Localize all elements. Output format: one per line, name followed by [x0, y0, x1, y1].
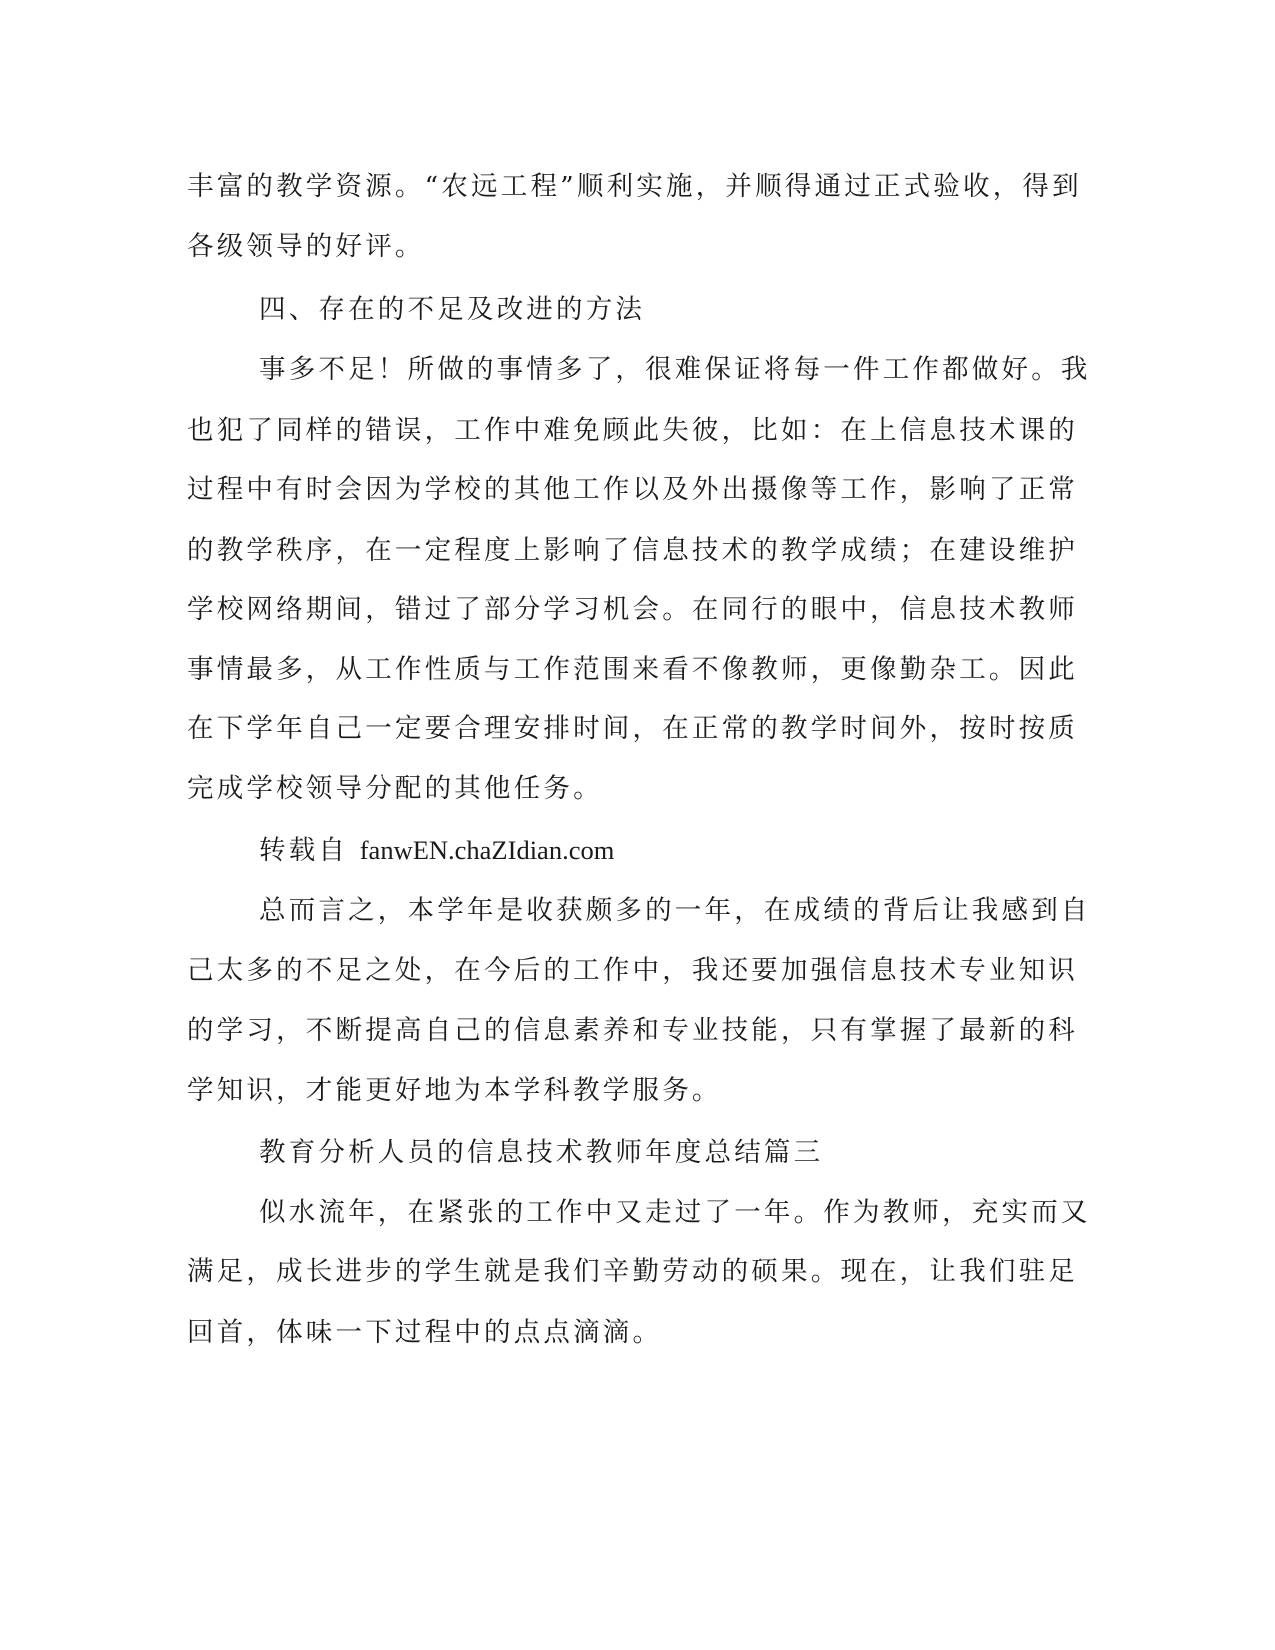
paragraph-line: 总而言之，本学年是收获颇多的一年，在成绩的背后让我感到自 — [259, 895, 1091, 926]
paragraph-line: 的学习，不断提高自己的信息素养和专业技能，只有掌握了最新的科 — [187, 1015, 1078, 1046]
paragraph-line: 完成学校领导分配的其他任务。 — [187, 773, 603, 804]
paragraph-line: 丰富的教学资源。“农远工程”顺利实施，并顺得通过正式验收，得到 — [187, 171, 1082, 202]
paragraph-line: 在下学年自己一定要合理安排时间，在正常的教学时间外，按时按质 — [187, 713, 1078, 744]
paragraph-line: 学校网络期间，错过了部分学习机会。在同行的眼中，信息技术教师 — [187, 594, 1078, 625]
section-heading: 四、存在的不足及改进的方法 — [259, 294, 646, 325]
source-line — [259, 830, 614, 870]
source-prefix: 转载自 — [259, 835, 360, 866]
source-url: fanwEN.chaZIdian.com — [359, 835, 615, 865]
paragraph-line: 事情最多，从工作性质与工作范围来看不像教师，更像勤杂工。因此 — [187, 654, 1078, 685]
paragraph-line: 满足，成长进步的学生就是我们辛勤劳动的硕果。现在，让我们驻足 — [187, 1256, 1078, 1287]
paragraph-line: 似水流年，在紧张的工作中又走过了一年。作为教师，充实而又 — [259, 1197, 1091, 1228]
section-title: 教育分析人员的信息技术教师年度总结篇三 — [259, 1137, 824, 1168]
paragraph-line: 也犯了同样的错误，工作中难免顾此失彼，比如：在上信息技术课的 — [187, 415, 1078, 446]
paragraph-line: 各级领导的好评。 — [187, 231, 425, 262]
paragraph-line: 过程中有时会因为学校的其他工作以及外出摄像等工作，影响了正常 — [187, 474, 1078, 505]
paragraph-line: 学知识，才能更好地为本学科教学服务。 — [187, 1075, 722, 1106]
paragraph-line: 回首，体味一下过程中的点点滴滴。 — [187, 1317, 663, 1348]
paragraph-line: 的教学秩序，在一定程度上影响了信息技术的教学成绩；在建设维护 — [187, 535, 1078, 566]
paragraph-line: 事多不足！所做的事情多了，很难保证将每一件工作都做好。我 — [259, 354, 1091, 385]
paragraph-line: 己太多的不足之处，在今后的工作中，我还要加强信息技术专业知识 — [187, 955, 1078, 986]
